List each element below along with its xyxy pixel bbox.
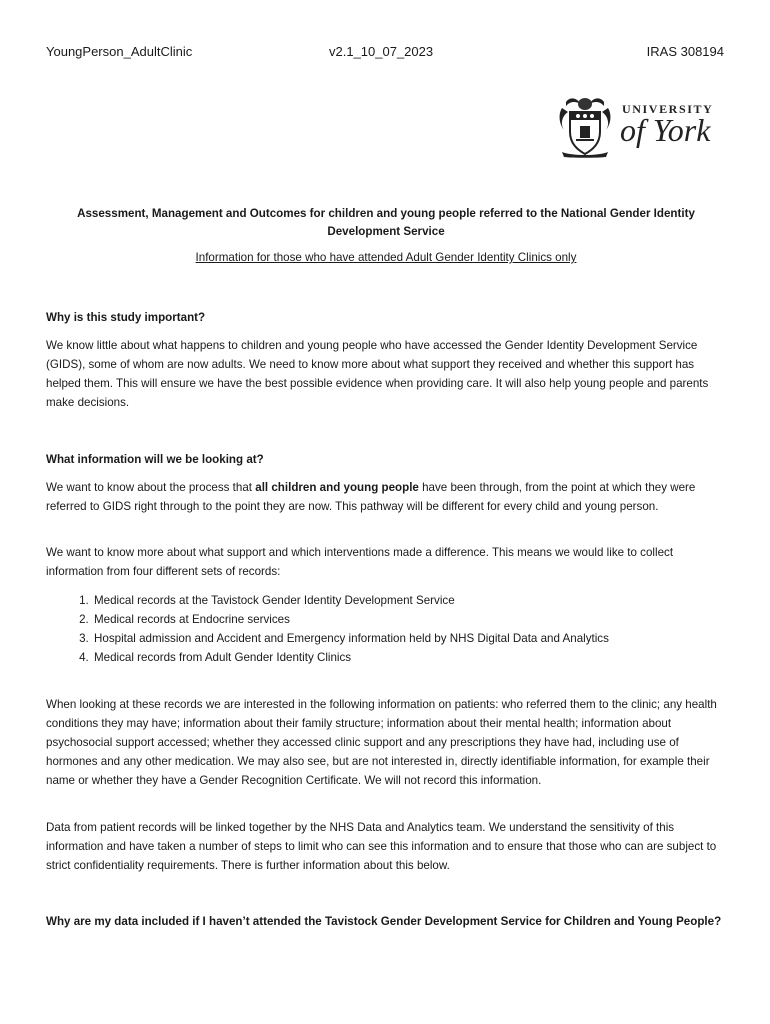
- section-heading: What information will we be looking at?: [46, 453, 264, 466]
- section-what-information-heading: [46, 450, 728, 469]
- paragraph-text: have been through, from the point at which they were referred to GIDS right through to the point they are now. This pathway will be different for every child and young person.: [46, 481, 696, 513]
- section-what-information-p4: [46, 818, 728, 875]
- section-why-important-body: [46, 336, 728, 412]
- logo-university-text: UNIVERSITY: [622, 102, 714, 116]
- section-why-important-heading: [46, 308, 728, 327]
- logo-york-text: of York: [620, 112, 711, 148]
- list-item: 3. Hospital admission and Accident and Emergency information held by NHS Digital Data and Analytics: [92, 629, 752, 648]
- section-what-information-p3: [46, 695, 728, 790]
- emphasis-text: all children and young people: [255, 481, 419, 494]
- header-iras-number: IRAS 308194: [646, 44, 724, 59]
- document-title: Assessment, Management and Outcomes for children and young people referred to the National Gender Identity Development Service: [77, 207, 695, 238]
- section-what-information-p2: [46, 543, 728, 581]
- records-list: [46, 591, 752, 667]
- header-document-name: YoungPerson_AdultClinic: [46, 44, 193, 59]
- crest-icon: [556, 94, 614, 158]
- paragraph: We know little about what happens to children and young people who have accessed the Gender Identity Development Service (GIDS), some of whom are now adults. We need to know more about what support they received and whether this support has helped them. This will ensure we have the best possible evidence when providing care. It will also help young people and parents make decisions.: [46, 339, 709, 409]
- list-item: 2. Medical records at Endocrine services: [92, 610, 752, 629]
- paragraph: We want to know more about what support and which interventions made a difference. This means we would like to collect information from four different sets of records:: [46, 546, 674, 578]
- section-heading: Why is this study important?: [46, 311, 206, 324]
- paragraph-text: We want to know about the process that: [46, 481, 256, 494]
- page-header: [46, 44, 726, 62]
- paragraph: [46, 478, 728, 516]
- section-what-information-p1: [46, 478, 728, 516]
- list-item: 1. Medical records at the Tavistock Gender Identity Development Service: [92, 591, 752, 610]
- paragraph: Data from patient records will be linked together by the NHS Data and Analytics team. We understand the sensitivity of this information and have taken a number of steps to limit who can see this information and to ensure that those who can are subject to strict confidentiality requirements. There is further information about this below.: [46, 821, 717, 872]
- document-subtitle: Information for those who have attended Adult Gender Identity Clinics only: [195, 251, 577, 264]
- section-heading: Why are my data included if I haven’t attended the Tavistock Gender Development Service for Children and Young People?: [46, 915, 722, 928]
- list-item: 4. Medical records from Adult Gender Identity Clinics: [92, 648, 752, 667]
- university-logo: [556, 94, 718, 158]
- header-version: v2.1_10_07_2023: [329, 44, 434, 59]
- section-why-included-heading: [46, 912, 728, 931]
- paragraph: When looking at these records we are interested in the following information on patients: who referred them to the clinic; any health conditions they may have; information about their family structure; information about their mental health; information about psychosocial support accessed; whether they accessed clinic support and any prescriptions they have had, including use of hormones and any other medication. We may also see, but are not interested in, directly identifiable information, for example their name or whether they have a Gender Recognition Certificate. We will not record this information.: [46, 698, 717, 787]
